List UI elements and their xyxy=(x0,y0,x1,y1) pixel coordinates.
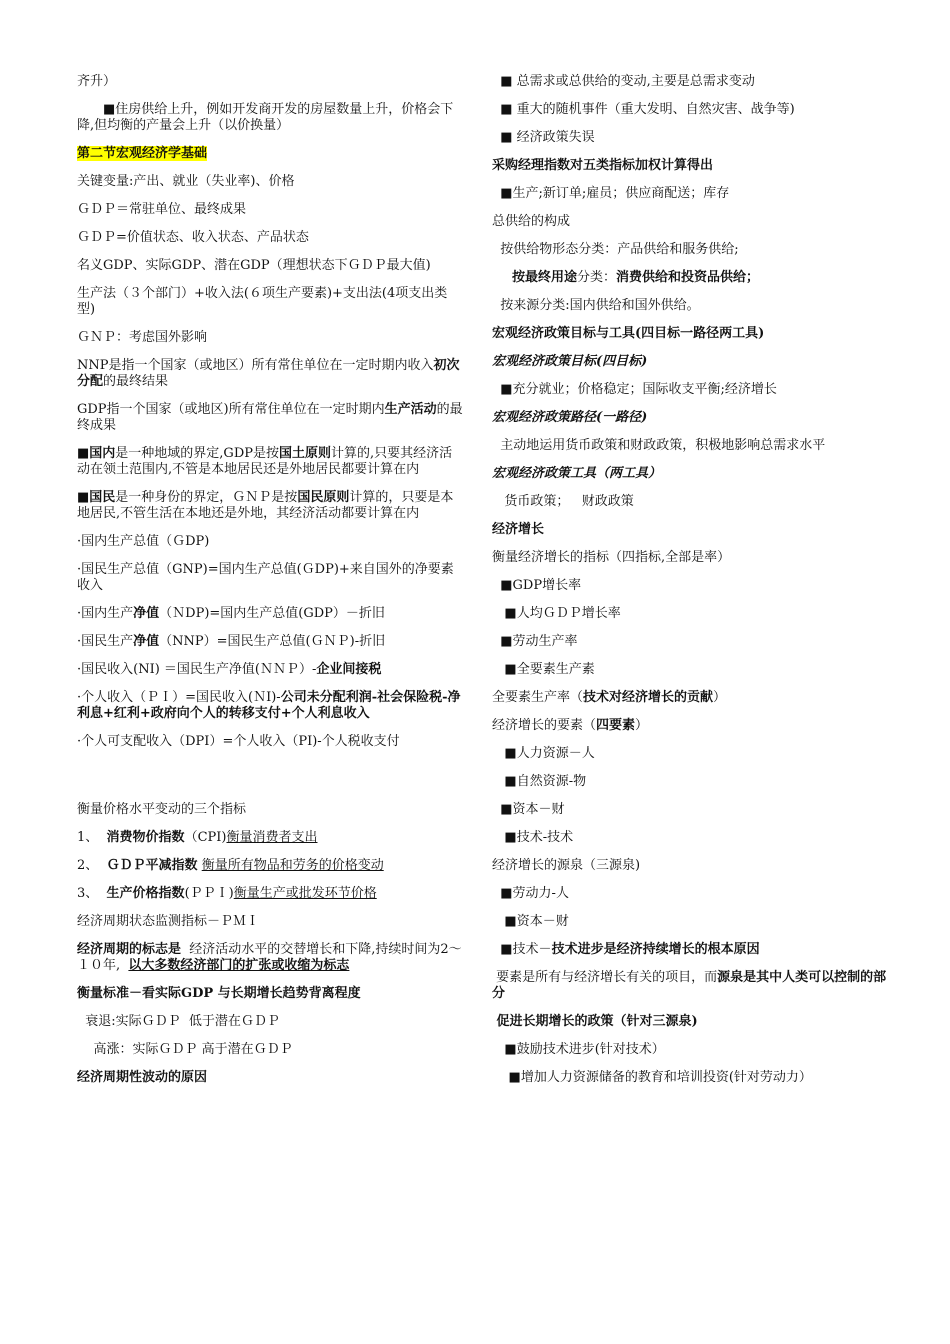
bullet-gnp: ·国民生产总值（GNP)=国内生产总值(ＧDP)+来自国外的净要素收入 xyxy=(77,562,454,593)
i3-abbr: (ＰＰＩ) xyxy=(184,886,234,901)
i1-desc: 衡量消费者支出 xyxy=(226,830,318,845)
recession-line: 衰退:实际ＧＤＰ 低于潜在ＧＤＰ xyxy=(77,1014,280,1029)
measure-per-capita: ■人均ＧＤＰ增长率 xyxy=(492,606,621,621)
tfp-c: ） xyxy=(713,690,727,705)
growth-measures-title: 衡量经济增长的指标（四指标,全部是率） xyxy=(492,550,731,565)
pmi-items: ■生产;新订单;雇员；供应商配送；库存 xyxy=(492,186,730,201)
element-human: ■人力资源－人 xyxy=(492,746,595,761)
i1-abbr: （CPI) xyxy=(184,830,227,845)
requirement-note xyxy=(492,970,887,1002)
s2-text: 分类： xyxy=(577,270,617,285)
i3-desc: 衡量生产或批发环节价格 xyxy=(233,886,377,901)
dom-text-a: ■国内 xyxy=(77,446,116,461)
cycle-label: 经济周期的标志是 xyxy=(77,942,182,957)
section-title-text: 第二节宏观经济学基础 xyxy=(77,146,208,161)
domestic-definition xyxy=(77,446,463,478)
gdp-definition: ＧＤＰ＝常驻单位、最终成果 xyxy=(77,202,247,217)
supply-title: 总供给的构成 xyxy=(492,214,571,229)
promote-education: ■增加人力资源储备的教育和培训投资(针对劳动力） xyxy=(492,1070,812,1085)
sources-title: 经济增长的源泉（三源泉) xyxy=(492,858,641,873)
supply-by-use xyxy=(492,270,887,286)
cause-demand-supply: ■ 总需求或总供给的变动,主要是总需求变动 xyxy=(492,74,755,89)
req-a: 要素是所有与经济增长有关的项目，而 xyxy=(492,970,718,985)
housing-supply-paragraph: ■住房供给上升，例如开发商开发的房屋数量上升，价格会下降,但均衡的产量会上升（以价换量） xyxy=(77,102,454,133)
nat-text-c: 国民原则 xyxy=(297,490,350,505)
right-column xyxy=(492,74,887,1098)
measure-labor-productivity: ■劳动生产率 xyxy=(492,634,578,649)
key-variables: 关键变量:产出、就业（失业率)、价格 xyxy=(77,174,295,189)
pmi-title: 采购经理指数对五类指标加权计算得出 xyxy=(492,158,714,173)
i2-name: ＧＤＰ平减指数 xyxy=(106,858,198,873)
bullet-gdp: ·国内生产总值（ＧDP) xyxy=(77,534,210,549)
source-tech xyxy=(492,942,887,958)
gdp-methods: 生产法（３个部门）+收入法(６项生产要素)+支出法(4项支出类型) xyxy=(77,286,448,317)
b5-text-b: 企业间接税 xyxy=(316,662,382,677)
b6-text-a: ·个人收入（ＰＩ）=国民收入(ＮI)- xyxy=(77,690,281,705)
src3-a: ■技术－ xyxy=(492,942,552,957)
element-natural: ■自然资源-物 xyxy=(492,774,587,789)
nat-text-b: 是一种身份的界定，ＧＮＰ是按 xyxy=(115,490,298,505)
promote-tech: ■鼓励技术进步(针对技术） xyxy=(492,1042,665,1057)
req-b: 源泉是其中人类可以控制的部分 xyxy=(492,970,887,1001)
measure-tfp: ■全要素生产素 xyxy=(492,662,595,677)
b6-text-b: 公司未分配利润-社会保险税-净利息+红利+政府向个人的转移支付+个人利息收入 xyxy=(77,690,461,721)
cycle-definition xyxy=(77,942,463,974)
supply-by-form: 按供给物形态分类：产品供给和服务供给; xyxy=(492,242,739,257)
policy-path-title: 宏观经济政策路径(一路径) xyxy=(492,410,648,425)
elements-title xyxy=(492,718,887,734)
price-indicators-title: 衡量价格水平变动的三个指标 xyxy=(77,802,247,817)
policy-goals: ■充分就业；价格稳定；国际收支平衡;经济增长 xyxy=(492,382,777,397)
nnp-text-b: 初次分配 xyxy=(77,358,460,389)
policy-tools-title: 宏观经济政策工具（两工具） xyxy=(492,466,662,481)
b4-text-b: 净值 xyxy=(133,634,160,649)
b3-text-a: ·国内生产 xyxy=(77,606,134,621)
b3-text-c: （ＮDP)=国内生产总值(GDP）－折旧 xyxy=(159,606,385,621)
b5-text-a: ·国民收入(NI) ＝国民生产净值(ＮＮＰ）- xyxy=(77,662,317,677)
section-title xyxy=(77,146,463,162)
source-labor: ■劳动力-人 xyxy=(492,886,569,901)
national-definition xyxy=(77,490,463,522)
gnp-note: ＧＮＰ：考虑国外影响 xyxy=(77,330,208,345)
indicator-cpi xyxy=(77,830,463,846)
cause-policy-error: ■ 经济政策失误 xyxy=(492,130,595,145)
policy-title: 宏观经济政策目标与工具(四目标一路径两工具) xyxy=(492,326,765,341)
bullet-ni xyxy=(77,662,463,678)
bullet-dpi: ·个人可支配收入（DPI）=个人收入（PI)-个人税收支付 xyxy=(77,734,400,749)
bullet-pi xyxy=(77,690,463,722)
bullet-ndp xyxy=(77,606,463,622)
bullet-nnp xyxy=(77,634,463,650)
src3-b: 技术进步是经济持续增长的根本原因 xyxy=(551,942,760,957)
b4-text-c: （NNP）=国民生产总值(ＧＮＰ)-折旧 xyxy=(159,634,386,649)
policy-goals-title: 宏观经济政策目标(四目标) xyxy=(492,354,648,369)
boom-line: 高涨：实际ＧＤＰ 高于潜在ＧＤＰ xyxy=(77,1042,293,1057)
gdp-states: ＧＤＰ=价值状态、收入状态、产品状态 xyxy=(77,230,309,245)
gdp2-text-a: GDP指一个国家（或地区)所有常住单位在一定时期内 xyxy=(77,402,385,417)
dom-text-c: 国土原则 xyxy=(278,446,331,461)
gdp-types: 名义GDP、实际GDP、潜在GDP（理想状态下ＧＤＰ最大值) xyxy=(77,258,431,273)
promote-title: 促进长期增长的政策（针对三源泉) xyxy=(492,1014,698,1029)
tfp-line xyxy=(492,690,887,706)
s2-value: 消费供给和投资品供给； xyxy=(616,270,760,285)
nat-text-d: 计算的，只要是本地居民,不管生活在本地还是外地，其经济活动都要计算在内 xyxy=(77,490,454,521)
i1-number: 1、 xyxy=(77,830,107,845)
nnp-text-c: 的最终结果 xyxy=(103,374,169,389)
spacer xyxy=(77,762,463,802)
tfp-b: 技术对经济增长的贡献 xyxy=(583,690,714,705)
dom-text-b: 是一种地域的界定,GDP是按 xyxy=(115,446,279,461)
s2-label: 按最终用途 xyxy=(512,270,578,285)
left-column xyxy=(77,74,463,1098)
gdp2-text-b: 生产活动 xyxy=(384,402,437,417)
nnp-definition xyxy=(77,358,463,390)
dom-text-d: 计算的,只要其经济活动在领土范围内,不管是本地居民还是外地居民都要计算在内 xyxy=(77,446,453,477)
i3-name: 生产价格指数 xyxy=(106,886,185,901)
cycle-standard: 衡量标准－看实际GDP 与长期增长趋势背离程度 xyxy=(77,986,361,1001)
indicator-ppi xyxy=(77,886,463,902)
cycle-mark: 以大多数经济部门的扩张或收缩为标志 xyxy=(128,958,350,973)
indicator-deflator xyxy=(77,858,463,874)
cycle-text: 经济活动水平的交替增长和下降,持续时间为2～１０年, xyxy=(77,942,462,973)
i2-desc: 衡量所有物品和劳务的价格变动 xyxy=(201,858,384,873)
b4-text-a: ·国民生产 xyxy=(77,634,134,649)
supply-by-source: 按来源分类:国内供给和国外供给。 xyxy=(492,298,700,313)
policy-path: 主动地运用货币政策和财政政策，积极地影响总需求水平 xyxy=(492,438,826,453)
nat-text-a: ■国民 xyxy=(77,490,116,505)
gdp2-text-c: 的最终成果 xyxy=(77,402,463,433)
nnp-text-a: NNP是指一个国家（或地区）所有常住单位在一定时期内收入 xyxy=(77,358,434,373)
source-capital: ■资本－财 xyxy=(492,914,569,929)
growth-title: 经济增长 xyxy=(492,522,545,537)
i1-name: 消费物价指数 xyxy=(106,830,185,845)
gdp-definition-2 xyxy=(77,402,463,434)
elem-b: 四要素 xyxy=(596,718,636,733)
i3-number: 3、 xyxy=(77,886,107,901)
elem-a: 经济增长的要素（ xyxy=(492,718,597,733)
policy-tools: 货币政策； 财政政策 xyxy=(492,494,634,509)
pmi-monitor: 经济周期状态监测指标－ＰＭＩ xyxy=(77,914,260,929)
tfp-a: 全要素生产率（ xyxy=(492,690,584,705)
continued-text: 齐升） xyxy=(77,74,117,89)
element-capital: ■资本－财 xyxy=(492,802,565,817)
element-tech: ■技术-技术 xyxy=(492,830,574,845)
b3-text-b: 净值 xyxy=(133,606,160,621)
cause-random-events: ■ 重大的随机事件（重大发明、自然灾害、战争等) xyxy=(492,102,795,117)
i2-number: 2、 xyxy=(77,858,107,873)
elem-c: ） xyxy=(635,718,649,733)
cycle-causes-title: 经济周期性波动的原因 xyxy=(77,1070,208,1085)
measure-gdp-growth: ■GDP增长率 xyxy=(492,578,582,593)
